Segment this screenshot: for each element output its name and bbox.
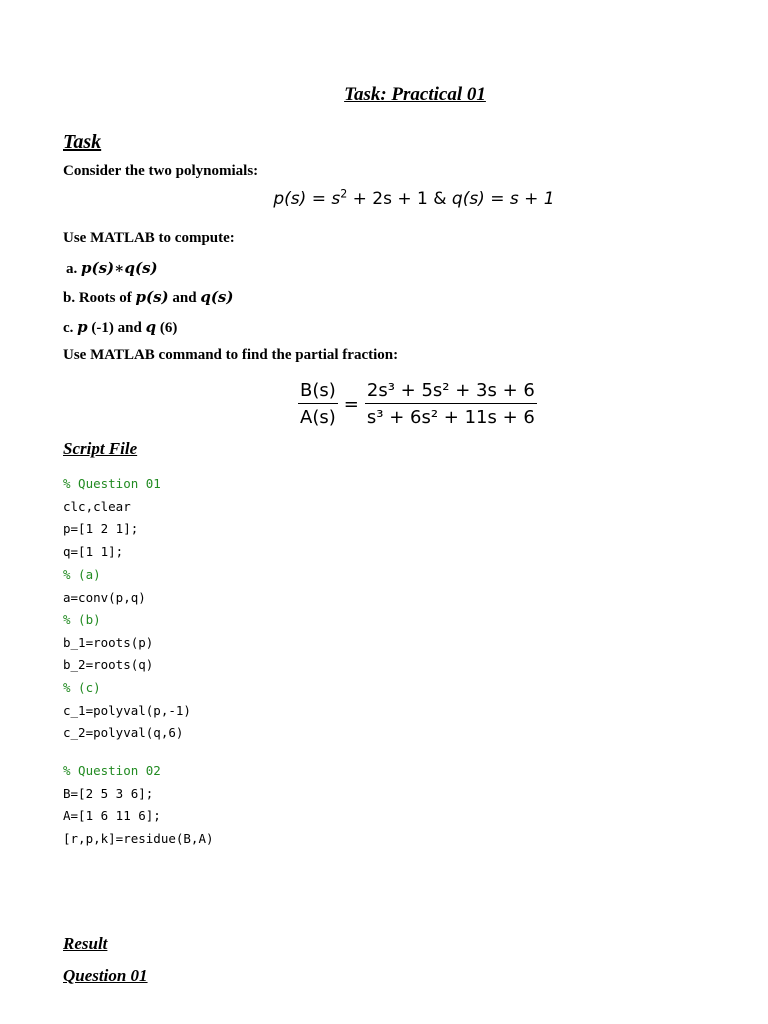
code-line: % (a) [63, 567, 101, 582]
item-c-end: (6) [156, 320, 178, 336]
code-line: % Question 01 [63, 476, 161, 491]
compute-intro: Use MATLAB to compute: [63, 230, 235, 246]
code-line: % Question 02 [63, 763, 161, 778]
code-line: p=[1 2 1]; [63, 521, 139, 536]
p-rhs-tail: + 2s + 1 [347, 189, 428, 209]
lhs-denominator: A(s) [300, 407, 336, 428]
item-a-math: p(s)∗q(s) [81, 259, 158, 277]
code-line: [r,p,k]=residue(B,A) [63, 831, 214, 846]
p-rhs-exp: 2 [340, 187, 348, 201]
code-line: % (c) [63, 680, 101, 695]
page-title: Task: Practical 01 [344, 84, 486, 105]
intro-text: Consider the two polynomials: [63, 163, 259, 179]
q-rhs: s + 1 [509, 189, 555, 209]
item-c-q: q [145, 318, 157, 336]
p-lhs: p(s) [273, 189, 307, 209]
code-line: B=[2 5 3 6]; [63, 786, 154, 801]
rhs-fraction [365, 380, 537, 428]
code-line: c_1=polyval(p,-1) [63, 703, 191, 718]
ampersand: & [433, 189, 447, 209]
item-b-math-q: q(s) [200, 288, 234, 306]
item-c [63, 318, 177, 337]
lhs-fraction [298, 380, 338, 428]
item-b-and: and [168, 290, 201, 306]
script-heading: Script File [63, 439, 138, 458]
code-line: q=[1 1]; [63, 544, 124, 559]
lhs-numerator: B(s) [298, 380, 338, 404]
partial-intro: Use MATLAB command to find the partial fraction: [63, 347, 399, 363]
code-line: a=conv(p,q) [63, 590, 146, 605]
code-line: b_2=roots(q) [63, 657, 154, 672]
p-rhs-base: s [331, 189, 341, 209]
item-b-math-p: p(s) [135, 288, 169, 306]
rhs-denominator: s³ + 6s² + 11s + 6 [366, 407, 535, 428]
code-line: b_1=roots(p) [63, 635, 154, 650]
item-b [63, 288, 233, 307]
result-heading: Result [63, 934, 108, 953]
item-c-mid: (-1) and [87, 320, 146, 336]
item-c-p: p [77, 318, 88, 336]
code-line: % (b) [63, 612, 101, 627]
code-line: clc,clear [63, 499, 131, 514]
partial-fraction-equation: $\frac{B(s)}{A(s)}$ = $\frac{\text{2s³ + 5s² + 3s + 6}}{\text{s³ + 6s² + 11s + 6}}$ [300, 380, 535, 428]
rhs-numerator: 2s³ + 5s² + 3s + 6 [365, 380, 537, 404]
code-line: A=[1 6 11 6]; [63, 808, 161, 823]
q-lhs: q(s) [451, 189, 485, 209]
code-line: c_2=polyval(q,6) [63, 725, 184, 740]
item-c-prefix: c. [63, 320, 78, 336]
item-b-prefix: b. Roots of [63, 290, 136, 306]
question-heading: Question 01 [63, 966, 148, 985]
item-a-prefix: a. [66, 261, 81, 277]
polynomial-equation: $p(s) = s^2 + 2s + 1$ & q(s) = s + 1 [273, 187, 555, 209]
item-a [66, 259, 158, 278]
task-heading: Task [63, 131, 102, 153]
